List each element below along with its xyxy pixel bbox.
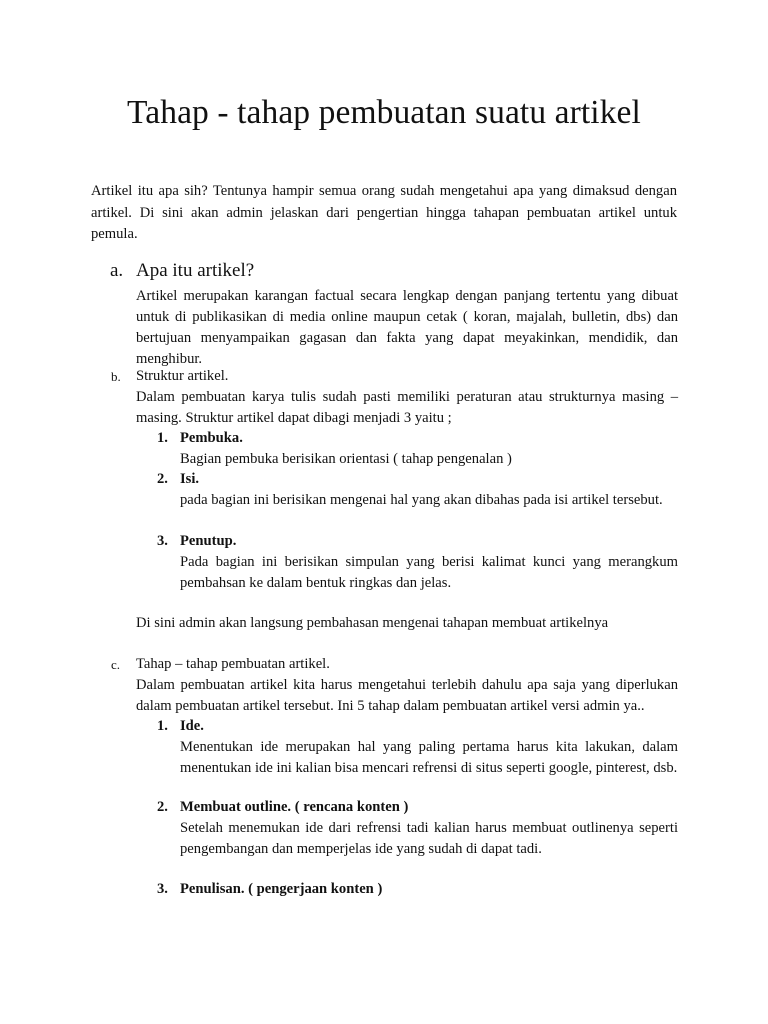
document-title: Tahap - tahap pembuatan suatu artikel [127, 94, 641, 131]
section-b-note: Di sini admin akan langsung pembahasan mengenai tahapan membuat artikelnya [136, 615, 609, 631]
step-item-number: 1. [157, 718, 168, 734]
structure-item-number: 1. [157, 430, 168, 446]
structure-item-number: 2. [157, 471, 168, 487]
step-item-text: Setelah menemukan ide dari refrensi tadi kalian harus membuat outlinenya seperti pengembangan dan memperjelas ide yang sudah di dapat tadi. [180, 820, 678, 857]
step-item-number: 2. [157, 799, 168, 815]
section-b-heading: Struktur artikel. [136, 368, 229, 384]
structure-item-title: Isi. [180, 471, 200, 487]
step-item-title: Membuat outline. ( rencana konten ) [180, 799, 409, 815]
structure-item-title: Penutup. [180, 533, 237, 549]
structure-item-title: Pembuka. [180, 430, 243, 446]
structure-item-text: Pada bagian ini berisikan simpulan yang berisi kalimat kunci yang merangkum pembahsan ke dalam bentuk ringkas dan jelas. [180, 554, 678, 591]
section-c-marker: c. [111, 657, 121, 672]
step-item-text: Menentukan ide merupakan hal yang paling pertama harus kita lakukan, dalam menentukan ide ini kalian bisa mencari refrensi di situs seperti google, pinterest, dsb. [180, 739, 678, 776]
structure-item-text: Bagian pembuka berisikan orientasi ( tahap pengenalan ) [180, 451, 512, 467]
section-b-body: Dalam pembuatan karya tulis sudah pasti memiliki peraturan atau strukturnya masing – masing. Struktur artikel dapat dibagi menjadi 3 yaitu ; [136, 389, 678, 426]
section-c-heading: Tahap – tahap pembuatan artikel. [136, 656, 330, 672]
section-b-marker: b. [111, 369, 121, 384]
intro-paragraph: Artikel itu apa sih? Tentunya hampir semua orang sudah mengetahui apa yang dimaksud dengan artikel. Di sini akan admin jelaskan dari pengertian hingga tahapan pembuatan artikel untuk pemula. [91, 183, 677, 242]
structure-item-text: pada bagian ini berisikan mengenai hal yang akan dibahas pada isi artikel tersebut. [180, 492, 663, 508]
step-item-title: Penulisan. ( pengerjaan konten ) [180, 881, 383, 897]
section-a-body: Artikel merupakan karangan factual secara lengkap dengan panjang tertentu yang dibuat untuk di publikasikan di media online maupun cetak ( koran, majalah, bulletin, dbs) dan bertujuan menyampaikan gagasan dan fakta yang dapat meyakinkan, mendidik, dan menghibur. [136, 288, 678, 367]
step-item-number: 3. [157, 881, 168, 897]
structure-item-number: 3. [157, 533, 168, 549]
section-a-heading: Apa itu artikel? [136, 260, 255, 281]
section-a-marker: a. [110, 260, 124, 281]
section-c-body: Dalam pembuatan artikel kita harus mengetahui terlebih dahulu apa saja yang diperlukan dalam pembuatan artikel tersebut. Ini 5 tahap dalam pembuatan artikel versi admin ya.. [136, 677, 678, 714]
step-item-title: Ide. [180, 718, 204, 734]
